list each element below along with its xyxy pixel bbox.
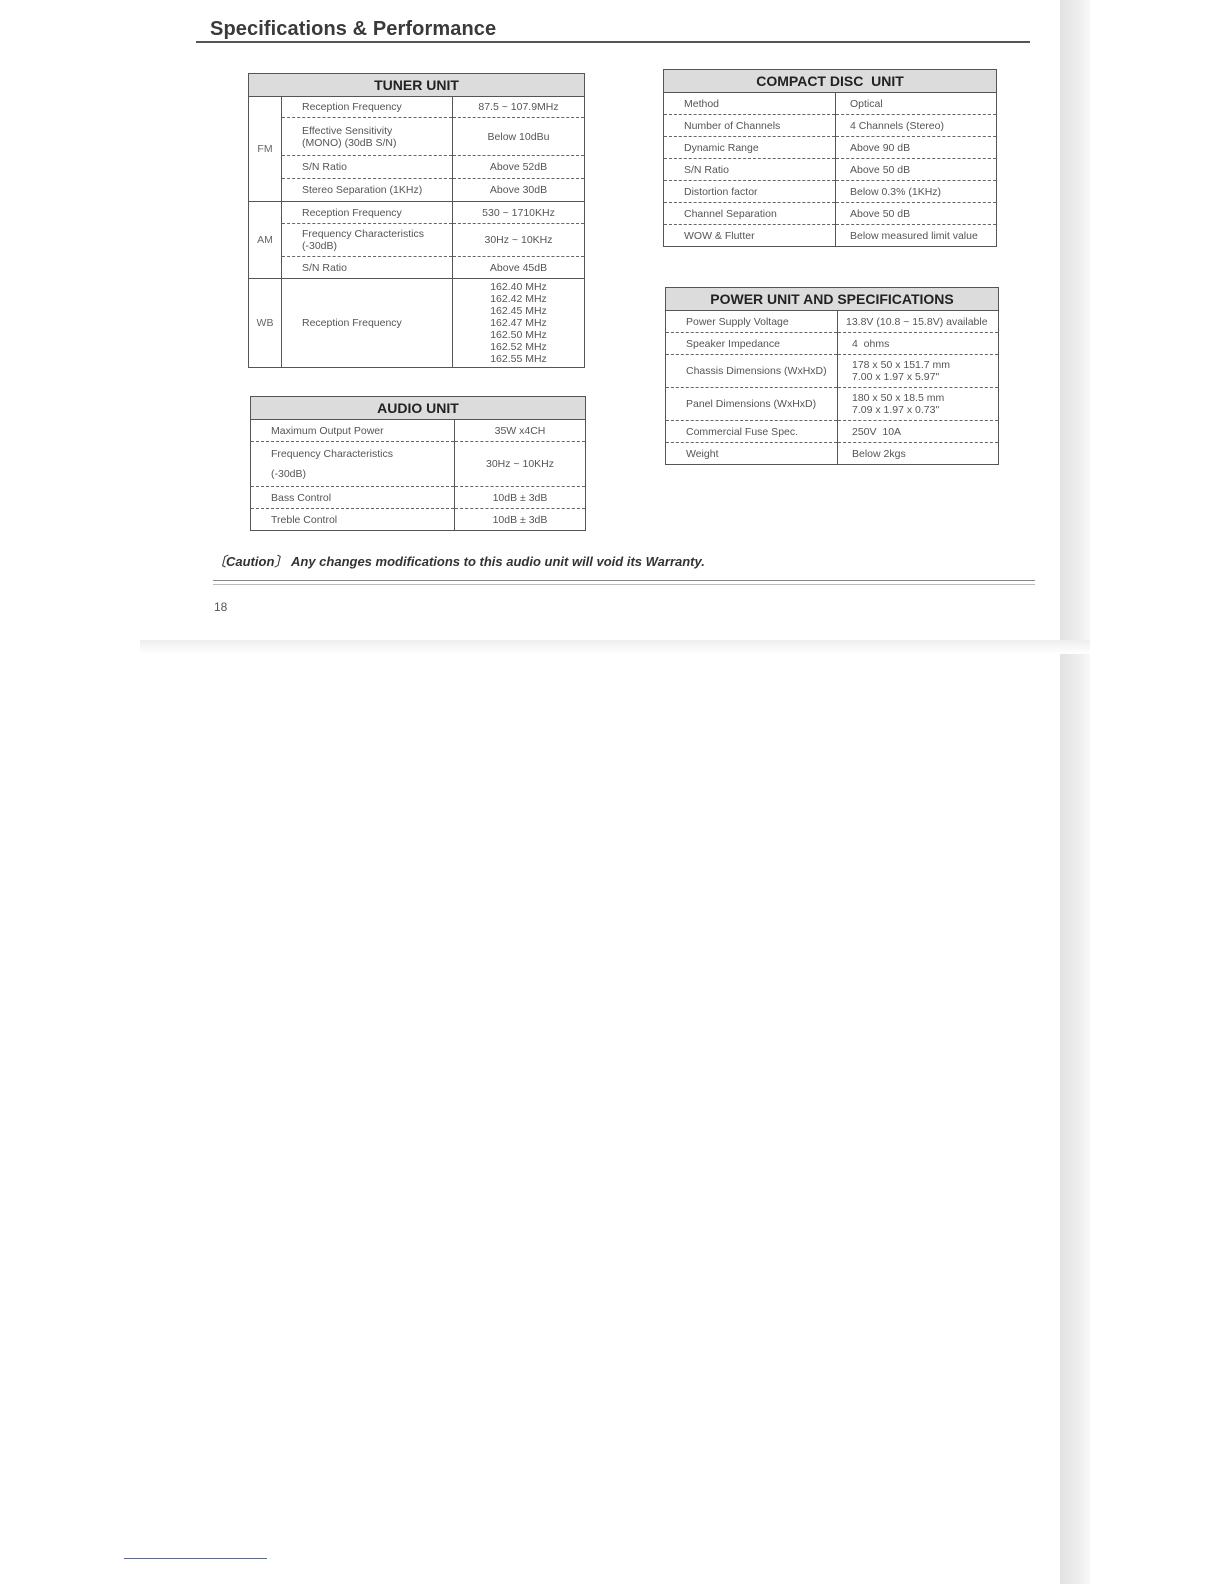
- chassis-dimensions-value: 178 x 50 x 151.7 mm 7.00 x 1.97 x 5.97": [838, 355, 999, 388]
- bass-control-value: 10dB ± 3dB: [455, 487, 586, 509]
- speaker-impedance-label: Speaker Impedance: [666, 333, 838, 355]
- cd-channels-value: 4 Channels (Stereo): [836, 115, 997, 137]
- cd-channel-separation-label: Channel Separation: [664, 203, 836, 225]
- audio-frequency-characteristics-label: Frequency Characteristics (-30dB): [251, 442, 455, 487]
- am-sn-ratio-value: Above 45dB: [453, 257, 585, 279]
- wb-frequency: 162.52 MHz: [490, 341, 547, 353]
- fuse-spec-label: Commercial Fuse Spec.: [666, 421, 838, 443]
- treble-control-value: 10dB ± 3dB: [455, 509, 586, 531]
- fm-group-label: FM: [249, 97, 282, 202]
- link-underline: [124, 1558, 267, 1559]
- panel-dimensions-value: 180 x 50 x 18.5 mm 7.09 x 1.97 x 0.73": [838, 388, 999, 421]
- fm-sensitivity-value: Below 10dBu: [453, 118, 585, 156]
- cd-distortion-value: Below 0.3% (1KHz): [836, 181, 997, 203]
- cd-method-value: Optical: [836, 93, 997, 115]
- cd-dynamic-range-value: Above 90 dB: [836, 137, 997, 159]
- am-frequency-characteristics-label: Frequency Characteristics (-30dB): [282, 224, 453, 257]
- fm-sensitivity-label: Effective Sensitivity (MONO) (30dB S/N): [282, 118, 453, 156]
- cd-sn-ratio-value: Above 50 dB: [836, 159, 997, 181]
- cd-channels-label: Number of Channels: [664, 115, 836, 137]
- caution-note: 〔Caution〕 Any changes modifications to this audio unit will void its Warranty.: [213, 554, 705, 569]
- chassis-dimensions-label: Chassis Dimensions (WxHxD): [666, 355, 838, 388]
- treble-control-label: Treble Control: [251, 509, 455, 531]
- compact-disc-unit-title: COMPACT DISC UNIT: [664, 70, 997, 93]
- panel-dimensions-label: Panel Dimensions (WxHxD): [666, 388, 838, 421]
- wb-frequency: 162.50 MHz: [490, 329, 547, 341]
- tuner-unit-table: [248, 73, 585, 368]
- speaker-impedance-value: 4 ohms: [838, 333, 999, 355]
- wb-reception-frequency-label: Reception Frequency: [282, 279, 453, 368]
- wb-frequency-list: [453, 279, 585, 368]
- footer-rule: [213, 580, 1035, 581]
- cd-wow-flutter-label: WOW & Flutter: [664, 225, 836, 247]
- cd-sn-ratio-label: S/N Ratio: [664, 159, 836, 181]
- am-sn-ratio-label: S/N Ratio: [282, 257, 453, 279]
- weight-label: Weight: [666, 443, 838, 465]
- power-supply-voltage-label: Power Supply Voltage: [686, 315, 789, 328]
- page-number: 18: [214, 600, 228, 614]
- audio-unit-table: [250, 396, 586, 531]
- fm-reception-frequency-label: Reception Frequency: [302, 101, 402, 113]
- audio-unit-title: AUDIO UNIT: [251, 397, 586, 420]
- page-edge-shadow: [1060, 0, 1090, 1584]
- weight-value: Below 2kgs: [838, 443, 999, 465]
- am-reception-frequency-label: Reception Frequency: [282, 202, 453, 224]
- cd-distortion-label: Distortion factor: [664, 181, 836, 203]
- cd-dynamic-range-label: Dynamic Range: [664, 137, 836, 159]
- cd-channel-separation-value: Above 50 dB: [836, 203, 997, 225]
- fm-reception-frequency-value: 87.5 ~ 107.9MHz: [453, 97, 585, 118]
- am-frequency-characteristics-value: 30Hz ~ 10KHz: [453, 224, 585, 257]
- power-supply-voltage-value: 13.8V (10.8 ~ 15.8V) available: [838, 311, 999, 333]
- bass-control-label: Bass Control: [251, 487, 455, 509]
- page-title: Specifications & Performance: [210, 18, 497, 40]
- heading-rule: [196, 41, 1030, 43]
- fm-sn-ratio-value: Above 52dB: [453, 156, 585, 179]
- wb-frequency: 162.40 MHz: [490, 281, 547, 293]
- power-unit-title: POWER UNIT AND SPECIFICATIONS: [666, 288, 999, 311]
- max-output-power-value: 35W x4CH: [455, 420, 586, 442]
- wb-frequency: 162.47 MHz: [490, 317, 547, 329]
- wb-frequency: 162.45 MHz: [490, 305, 547, 317]
- audio-frequency-characteristics-value: 30Hz ~ 10KHz: [455, 442, 586, 487]
- power-unit-table: [665, 287, 999, 465]
- am-group-label: AM: [249, 202, 282, 279]
- am-reception-frequency-value: 530 ~ 1710KHz: [453, 202, 585, 224]
- fuse-spec-value: 250V 10A: [838, 421, 999, 443]
- fm-stereo-separation-label: Stereo Separation (1KHz): [282, 179, 453, 202]
- wb-frequency: 162.42 MHz: [490, 293, 547, 305]
- cd-method-label: Method: [684, 97, 720, 110]
- footer-rule: [213, 584, 1035, 585]
- page-bottom-shadow: [140, 640, 1090, 654]
- max-output-power-label: Maximum Output Power: [271, 424, 384, 437]
- wb-frequency: 162.55 MHz: [490, 353, 547, 365]
- cd-wow-flutter-value: Below measured limit value: [836, 225, 997, 247]
- wb-group-label: WB: [249, 279, 282, 368]
- tuner-unit-title: TUNER UNIT: [249, 74, 585, 97]
- fm-stereo-separation-value: Above 30dB: [453, 179, 585, 202]
- fm-sn-ratio-label: S/N Ratio: [282, 156, 453, 179]
- compact-disc-unit-table: [663, 69, 997, 247]
